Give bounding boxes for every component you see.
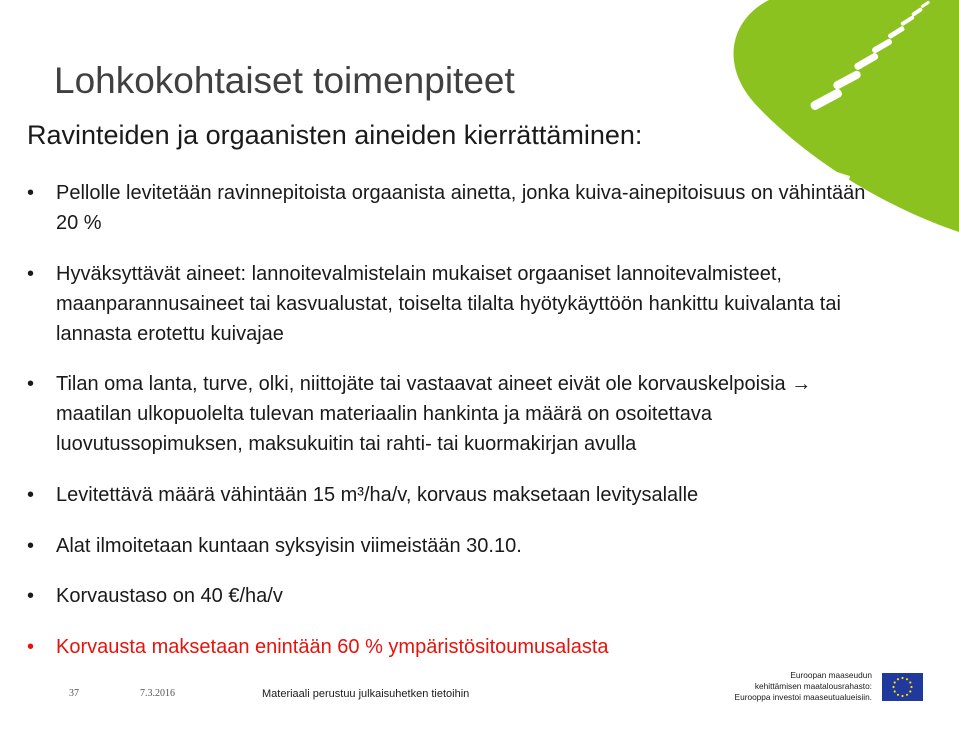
eu-flag-icon bbox=[882, 673, 923, 701]
bullet-item: • Pellolle levitetään ravinnepitoista orgaanista ainetta, jonka kuiva-ainepitoisuus on vähintään 20 % bbox=[27, 178, 867, 238]
slide-subtitle: Ravinteiden ja orgaanisten aineiden kierrättäminen: bbox=[27, 120, 643, 150]
bullet-item: • Korvaustaso on 40 €/ha/v bbox=[27, 581, 867, 611]
bullet-item: • Hyväksyttävät aineet: lannoitevalmistelain mukaiset orgaaniset lannoitevalmisteet, maanparannusaineet tai kasvualustat, toiselta tilalta hyötykäyttöön hankittu kuivalanta tai lannasta erotettu kuivajae bbox=[27, 259, 867, 349]
bullet-item: • Tilan oma lanta, turve, olki, niittojäte tai vastaavat aineet eivät ole korvauskelpoisia → maatilan ulkopuolelta tulevan materiaalin hankinta ja määrä on osoitettava luovutussopimuksen, maksukuitin tai rahti- tai kuormakirjan avulla bbox=[27, 369, 867, 459]
footer-note: Materiaali perustuu julkaisuhetken tietoihin bbox=[262, 688, 470, 700]
page-number: 37 bbox=[69, 688, 79, 699]
eu-line-3: Eurooppa investoi maaseutualueisiin. bbox=[734, 692, 872, 702]
bullet-item: • Levitettävä määrä vähintään 15 m³/ha/v, korvaus maksetaan levitysalalle bbox=[27, 480, 867, 510]
bullet-item-highlight: • Korvausta maksetaan enintään 60 % ympäristösitoumusalasta bbox=[27, 632, 867, 662]
footer-date: 7.3.2016 bbox=[140, 688, 175, 699]
eu-line-2: kehittämisen maatalousrahasto: bbox=[754, 681, 872, 691]
bullet-item: • Alat ilmoitetaan kuntaan syksyisin viimeistään 30.10. bbox=[27, 531, 867, 561]
eu-fund-text bbox=[706, 670, 872, 703]
slide-title: Lohkokohtaiset toimenpiteet bbox=[54, 60, 515, 101]
eu-line-1: Euroopan maaseudun bbox=[790, 670, 872, 680]
bullet-list bbox=[27, 178, 867, 683]
